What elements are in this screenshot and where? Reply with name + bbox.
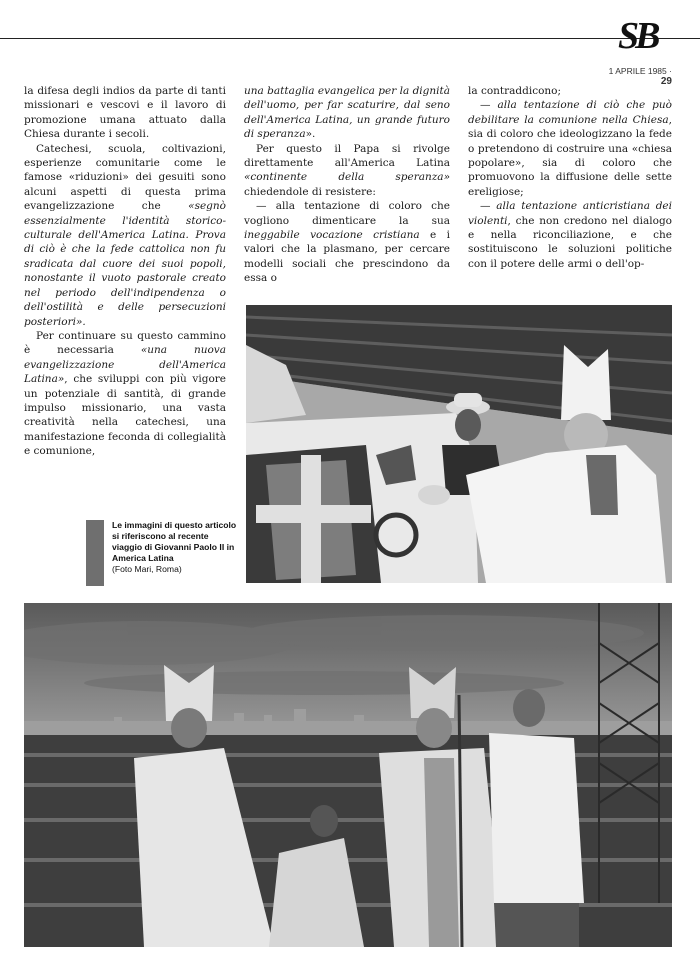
photo-bishops-crowd <box>24 603 672 947</box>
photo-pope-with-flag <box>246 305 672 583</box>
text-column-3 <box>468 84 672 271</box>
paragraph: la contraddicono; <box>468 85 562 97</box>
paragraph: — alla tentazione di coloro che vogliono dimenticare la sua ineggabile vocazione cristiana e i valori che la plasmano, per cercare modelli sociali che prescindono da essa o <box>244 200 451 285</box>
paragraph: Catechesi, scuola, coltivazioni, esperienze comunitarie come le famose «riduzioni» dei gesuiti sono alcuni aspetti di questa prima evangelizzazione che «segnò essenzialmente l'identità storico-culturale dell'America Latina. Prova di ciò è che la fede cattolica non fu sradicata dal cuore dei suoi popoli, nonostante il vuoto pastorale creato nel periodo dell'indipendenza o dell'ostilità e delle persecuzioni posteriori». <box>24 142 226 328</box>
magazine-logo: SB <box>618 15 657 57</box>
header-rule <box>0 38 700 39</box>
caption-text: Le immagini di questo articolo si riferiscono al recente viaggio di Giovanni Paolo II in America Latina (Foto Mari, Roma) <box>112 520 237 574</box>
paragraph: una battaglia evangelica per la dignità dell'uomo, per far scaturire, dal seno dell'America Latina, un grande futuro di speranza». <box>244 85 450 141</box>
paragraph: Per questo il Papa si rivolge direttamente all'America Latina «continente della speranza» chiedendole di resistere: <box>244 142 450 198</box>
issue-date: 1 APRILE 1985 <box>608 66 667 76</box>
photo-caption <box>86 520 238 586</box>
separator: · <box>669 66 672 76</box>
text-column-2 <box>244 84 450 286</box>
paragraph: — alla tentazione di ciò che può debilitare la comunione nella Chiesa, sia di coloro che ideologizzano la fede o pretendono di costruire una «chiesa popolare», sia di coloro che promuovono la diffusione delle sette ereligiose; <box>468 99 672 198</box>
paragraph: la difesa degli indios da parte di tanti missionari e vescovi e il lavoro di promozione umana attuato dalla Chiesa durante i secoli. <box>24 85 226 141</box>
photo-credit: (Foto Mari, Roma) <box>112 564 182 574</box>
text-column-1 <box>24 84 226 459</box>
paragraph: — alla tentazione anticristiana dei violenti, che non credono nel dialogo e nella riconciliazione, e che sostituiscono le soluzioni politiche con il potere delle armi o dell'op- <box>468 200 672 270</box>
page-number: 29 <box>660 76 672 87</box>
caption-bar <box>86 520 104 586</box>
paragraph: Per continuare su questo cammino è necessaria «una nuova evangelizzazione dell'America Latina», che sviluppi con più vigore un potenziale di santità, di grande impulso missionario, una vasta creatività nella catechesi, una manifestazione feconda di collegialità e comunione, <box>24 329 226 458</box>
